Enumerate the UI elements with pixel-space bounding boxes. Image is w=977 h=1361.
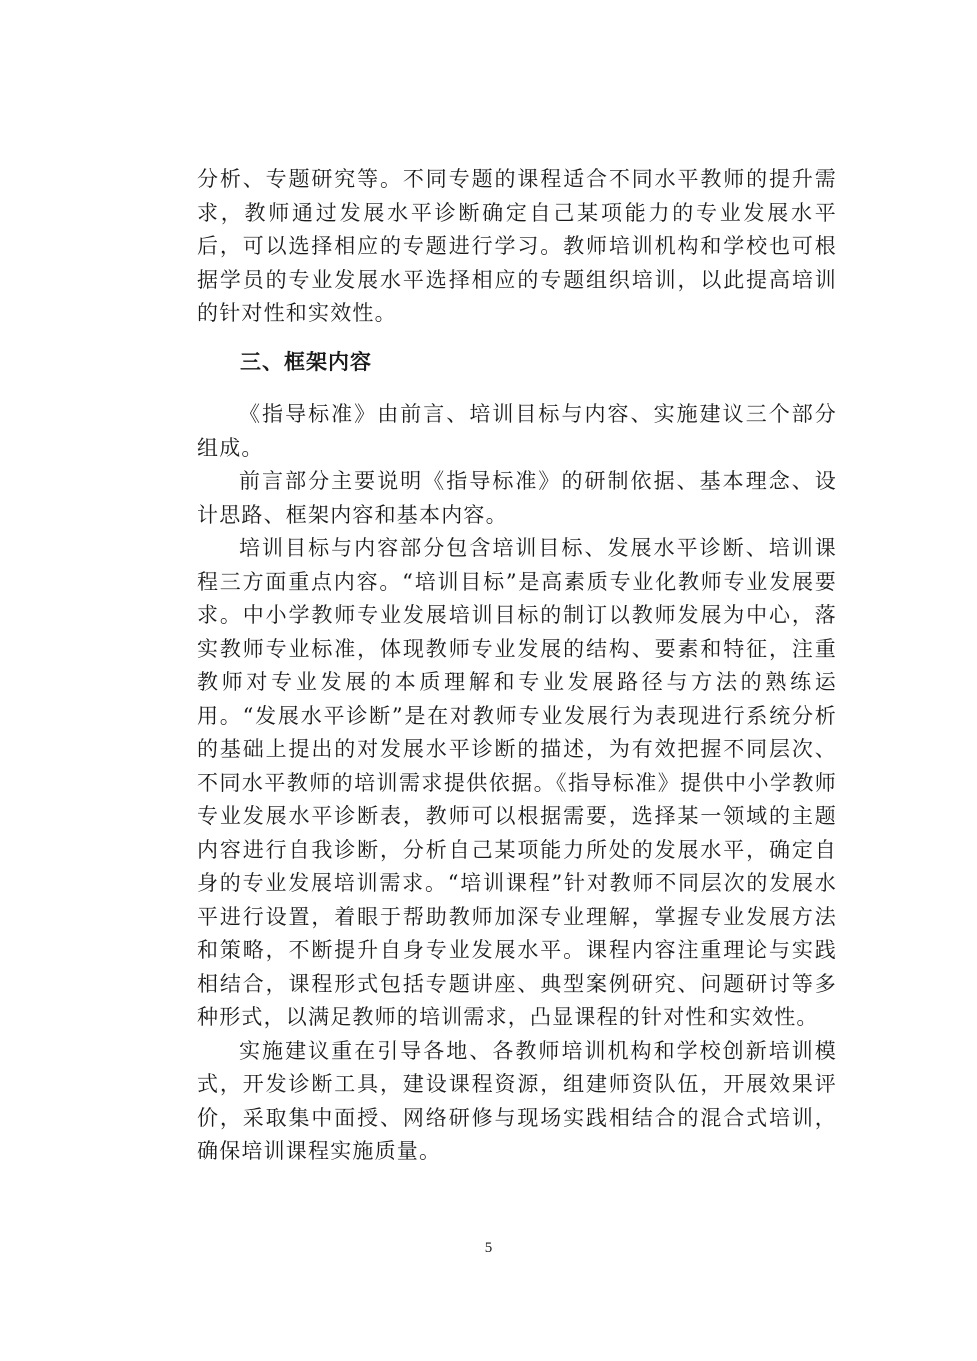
paragraph-implementation: 实施建议重在引导各地、各教师培训机构和学校创新培训模式，开发诊断工具，建设课程资源，组建师资队伍，开展效果评价，采取集中面授、网络研修与现场实践相结合的混合式培训，确保培训课程实施质量。	[197, 1038, 837, 1163]
continued-paragraph-block	[197, 163, 837, 331]
body-paragraphs	[197, 398, 837, 1169]
continued-paragraph: 分析、专题研究等。不同专题的课程适合不同水平教师的提升需求，教师通过发展水平诊断确定自己某项能力的专业发展水平后，可以选择相应的专题进行学习。教师培训机构和学校也可根据学员的专业发展水平选择相应的专题组织培训，以此提高培训的针对性和实效性。	[197, 167, 837, 325]
paragraph-training-goals: 培训目标与内容部分包含培训目标、发展水平诊断、培训课程三方面重点内容。“培训目标”是高素质专业化教师专业发展要求。中小学教师专业发展培训目标的制订以教师发展为中心，落实教师专业标准，体现教师专业发展的结构、要素和特征，注重教师对专业发展的本质理解和专业发展路径与方法的熟练运用。“发展水平诊断”是在对教师专业发展行为表现进行系统分析的基础上提出的对发展水平诊断的描述，为有效把握不同层次、不同水平教师的培训需求提供依据。《指导标准》提供中小学教师专业发展水平诊断表，教师可以根据需要，选择某一领域的主题内容进行自我诊断，分析自己某项能力所处的发展水平，确定自身的专业发展培训需求。“培训课程”针对教师不同层次的发展水平进行设置，着眼于帮助教师加深专业理解，掌握专业发展方法和策略，不断提升自身专业发展水平。课程内容注重理论与实践相结合，课程形式包括专题讲座、典型案例研究、问题研讨等多种形式，以满足教师的培训需求，凸显课程的针对性和实效性。	[197, 536, 837, 1029]
section-heading: 三、框架内容	[240, 350, 372, 374]
paragraph-preface: 前言部分主要说明《指导标准》的研制依据、基本理念、设计思路、框架内容和基本内容。	[197, 469, 837, 527]
paragraph-overview: 《指导标准》由前言、培训目标与内容、实施建议三个部分组成。	[197, 402, 837, 460]
page-number: 5	[484, 1240, 493, 1256]
